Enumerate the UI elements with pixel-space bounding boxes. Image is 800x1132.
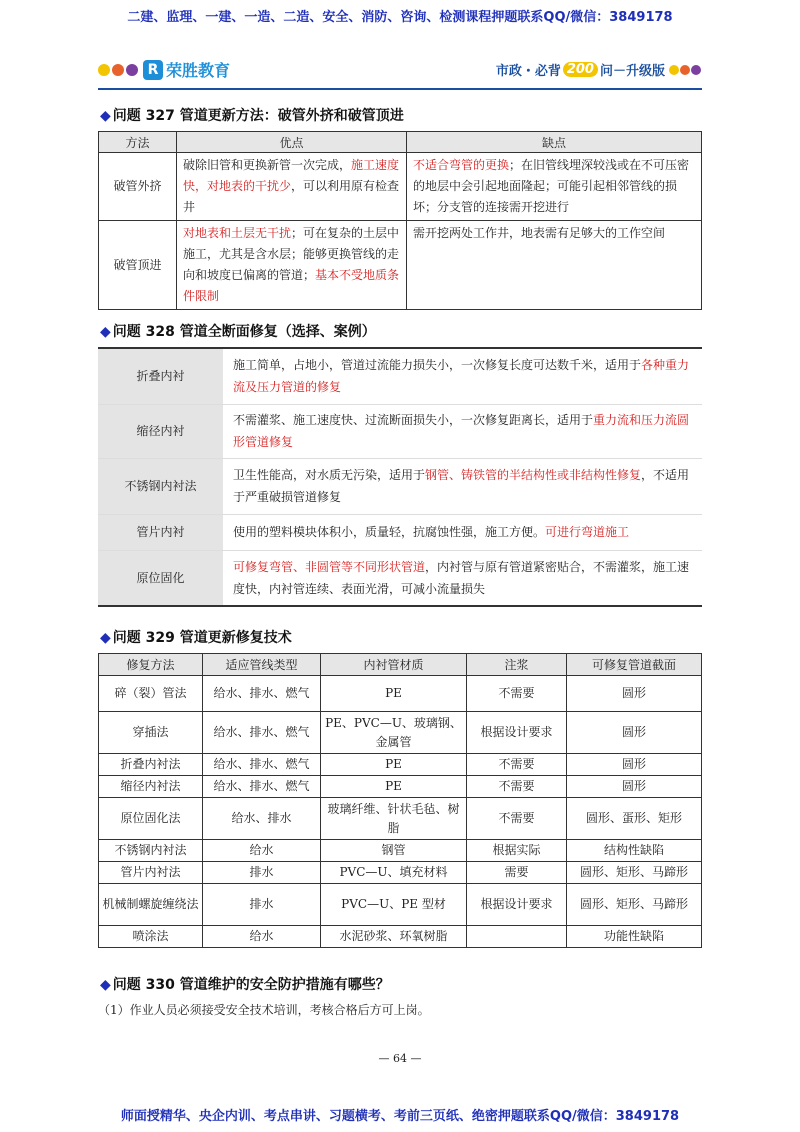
table-cell: 圆形、蛋形、矩形 xyxy=(567,798,702,840)
cons-cell: 不适合弯管的更换；在旧管线埋深较浅或在不可压密的地层中会引起地面隆起；可能引起相邻管线的损坏；分支管的连接需开挖进行 xyxy=(407,153,702,221)
header-number-badge: 200 xyxy=(563,62,598,77)
table-cell: 根据实际 xyxy=(467,840,567,862)
table-cell: 圆形 xyxy=(567,712,702,754)
desc-cell: 卫生性能高，对水质无污染，适用于钢管、铸铁管的半结构性或非结构性修复，不适用于严重破损管道修复 xyxy=(223,458,702,514)
header-suffix: 问－升级版 xyxy=(599,64,665,79)
table-cell: 根据设计要求 xyxy=(467,884,567,926)
table-cell: 穿插法 xyxy=(99,712,203,754)
table-row xyxy=(99,754,702,776)
table-cell xyxy=(467,926,567,948)
q329-table xyxy=(98,653,702,948)
table-row xyxy=(98,404,702,458)
brand-logo xyxy=(98,58,230,81)
table-cell: 给水、排水、燃气 xyxy=(203,676,321,712)
column-header: 可修复管道截面 xyxy=(567,654,702,676)
column-header: 注浆 xyxy=(467,654,567,676)
logo-text: 荣胜教育 xyxy=(166,61,231,80)
table-row xyxy=(99,798,702,840)
method-cell: 破管外挤 xyxy=(99,153,177,221)
desc-cell: 使用的塑料模块体积小，质量轻，抗腐蚀性强，施工方便。可进行弯道施工 xyxy=(223,514,702,550)
table-row xyxy=(99,840,702,862)
table-cell: 缩径内衬法 xyxy=(99,776,203,798)
logo-dot-icon xyxy=(98,64,110,76)
table-row xyxy=(98,514,702,550)
q330-title: ◆ 问题 330 管道维护的安全防护措施有哪些？ xyxy=(100,977,390,993)
table-header-row xyxy=(99,654,702,676)
header-dots xyxy=(669,65,702,75)
table-cell: 给水、排水、燃气 xyxy=(203,712,321,754)
table-cell: PVC—U、PE 型材 xyxy=(321,884,467,926)
header-divider xyxy=(98,88,702,90)
table-cell: PE、PVC—U、玻璃钢、金属管 xyxy=(321,712,467,754)
table-header-row xyxy=(99,132,702,153)
method-cell: 破管顶进 xyxy=(99,221,177,310)
column-header: 修复方法 xyxy=(99,654,203,676)
desc-cell: 可修复弯管、非圆管等不同形状管道，内衬管与原有管道紧密贴合，不需灌浆，施工速度快，内衬管连续、表面光滑，可减小流量损失 xyxy=(223,550,702,606)
pros-cell: 对地表和土层无干扰；可在复杂的土层中施工，尤其是含水层；能够更换管线的走向和坡度已偏离的管道；基本不受地质条件限制 xyxy=(177,221,407,310)
column-header: 内衬管材质 xyxy=(321,654,467,676)
logo-mark-icon: R xyxy=(143,60,163,80)
page-number: — 64 — xyxy=(378,1052,422,1065)
desc-cell: 施工简单，占地小，管道过流能力损失小，一次修复长度可达数千米，适用于各种重力流及压力管道的修复 xyxy=(223,348,702,404)
dot-icon xyxy=(691,65,701,75)
table-cell: 圆形 xyxy=(567,754,702,776)
table-cell: 圆形 xyxy=(567,676,702,712)
q329-title: ◆ 问题 329 管道更新修复技术 xyxy=(100,630,292,646)
desc-cell: 不需灌浆、施工速度快、过流断面损失小，一次修复距离长，适用于重力流和压力流圆形管道修复 xyxy=(223,404,702,458)
dot-icon xyxy=(669,65,679,75)
table-cell: PE xyxy=(321,676,467,712)
method-cell: 原位固化 xyxy=(98,550,223,606)
table-cell: PE xyxy=(321,776,467,798)
table-cell: 水泥砂浆、环氧树脂 xyxy=(321,926,467,948)
method-cell: 管片内衬 xyxy=(98,514,223,550)
table-cell: PE xyxy=(321,754,467,776)
table-cell: 功能性缺陷 xyxy=(567,926,702,948)
table-row xyxy=(98,348,702,404)
method-cell: 折叠内衬 xyxy=(98,348,223,404)
header-subject: 市政・必背 xyxy=(495,64,561,79)
pros-cell: 破除旧管和更换新管一次完成，施工速度快，对地表的干扰少，可以利用原有检查井 xyxy=(177,153,407,221)
diamond-bullet-icon: ◆ xyxy=(100,977,111,993)
table-cell: 不需要 xyxy=(467,776,567,798)
method-cell: 不锈钢内衬法 xyxy=(98,458,223,514)
table-cell: 给水 xyxy=(203,840,321,862)
bottom-banner: 师面授精华、央企内训、考点串讲、习题横考、考前三页纸、绝密押题联系QQ/微信：3849178 xyxy=(120,1109,680,1124)
table-row xyxy=(99,153,702,221)
diamond-bullet-icon: ◆ xyxy=(100,108,111,124)
table-cell: 管片内衬法 xyxy=(99,862,203,884)
logo-dot-icon xyxy=(126,64,138,76)
page-header xyxy=(98,56,702,86)
q330-item-1: （1）作业人员必须接受安全技术培训，考核合格后方可上岗。 xyxy=(98,1003,430,1017)
top-banner: 二建、监理、一建、一造、二造、安全、消防、咨询、检测课程押题联系QQ/微信：3849178 xyxy=(127,10,673,25)
table-cell: 给水、排水 xyxy=(203,798,321,840)
table-cell: 排水 xyxy=(203,862,321,884)
table-cell: 不需要 xyxy=(467,798,567,840)
diamond-bullet-icon: ◆ xyxy=(100,324,111,340)
method-cell: 缩径内衬 xyxy=(98,404,223,458)
diamond-bullet-icon: ◆ xyxy=(100,630,111,646)
table-cell: 不需要 xyxy=(467,676,567,712)
table-row xyxy=(99,884,702,926)
cons-cell: 需开挖两处工作井，地表需有足够大的工作空间 xyxy=(407,221,702,310)
table-cell: 需要 xyxy=(467,862,567,884)
table-row xyxy=(99,862,702,884)
table-cell: 不锈钢内衬法 xyxy=(99,840,203,862)
table-cell: 给水、排水、燃气 xyxy=(203,776,321,798)
q328-table xyxy=(98,347,702,607)
column-header: 适应管线类型 xyxy=(203,654,321,676)
table-cell: 不需要 xyxy=(467,754,567,776)
table-row xyxy=(99,221,702,310)
table-cell: 碎（裂）管法 xyxy=(99,676,203,712)
table-row xyxy=(98,458,702,514)
table-cell: 圆形、矩形、马蹄形 xyxy=(567,884,702,926)
q327-title: ◆ 问题 327 管道更新方法：破管外挤和破管顶进 xyxy=(100,108,404,124)
dot-icon xyxy=(680,65,690,75)
table-cell: 给水 xyxy=(203,926,321,948)
table-cell: 圆形 xyxy=(567,776,702,798)
table-cell: 机械制螺旋缠绕法 xyxy=(99,884,203,926)
table-cell: 排水 xyxy=(203,884,321,926)
column-header: 缺点 xyxy=(407,132,702,153)
table-row xyxy=(99,776,702,798)
table-cell: 原位固化法 xyxy=(99,798,203,840)
table-row xyxy=(99,676,702,712)
table-cell: 折叠内衬法 xyxy=(99,754,203,776)
header-series-title xyxy=(496,60,702,79)
table-row xyxy=(99,926,702,948)
column-header: 优点 xyxy=(177,132,407,153)
q327-table xyxy=(98,131,702,310)
table-row xyxy=(99,712,702,754)
table-cell: 根据设计要求 xyxy=(467,712,567,754)
table-cell: 钢管 xyxy=(321,840,467,862)
table-cell: 玻璃纤维、针状毛毡、树脂 xyxy=(321,798,467,840)
logo-dot-icon xyxy=(112,64,124,76)
table-cell: 结构性缺陷 xyxy=(567,840,702,862)
table-row xyxy=(98,550,702,606)
table-cell: 喷涂法 xyxy=(99,926,203,948)
q328-title: ◆ 问题 328 管道全断面修复（选择、案例） xyxy=(100,324,376,340)
column-header: 方法 xyxy=(99,132,177,153)
table-cell: 给水、排水、燃气 xyxy=(203,754,321,776)
table-cell: PVC—U、填充材料 xyxy=(321,862,467,884)
table-cell: 圆形、矩形、马蹄形 xyxy=(567,862,702,884)
